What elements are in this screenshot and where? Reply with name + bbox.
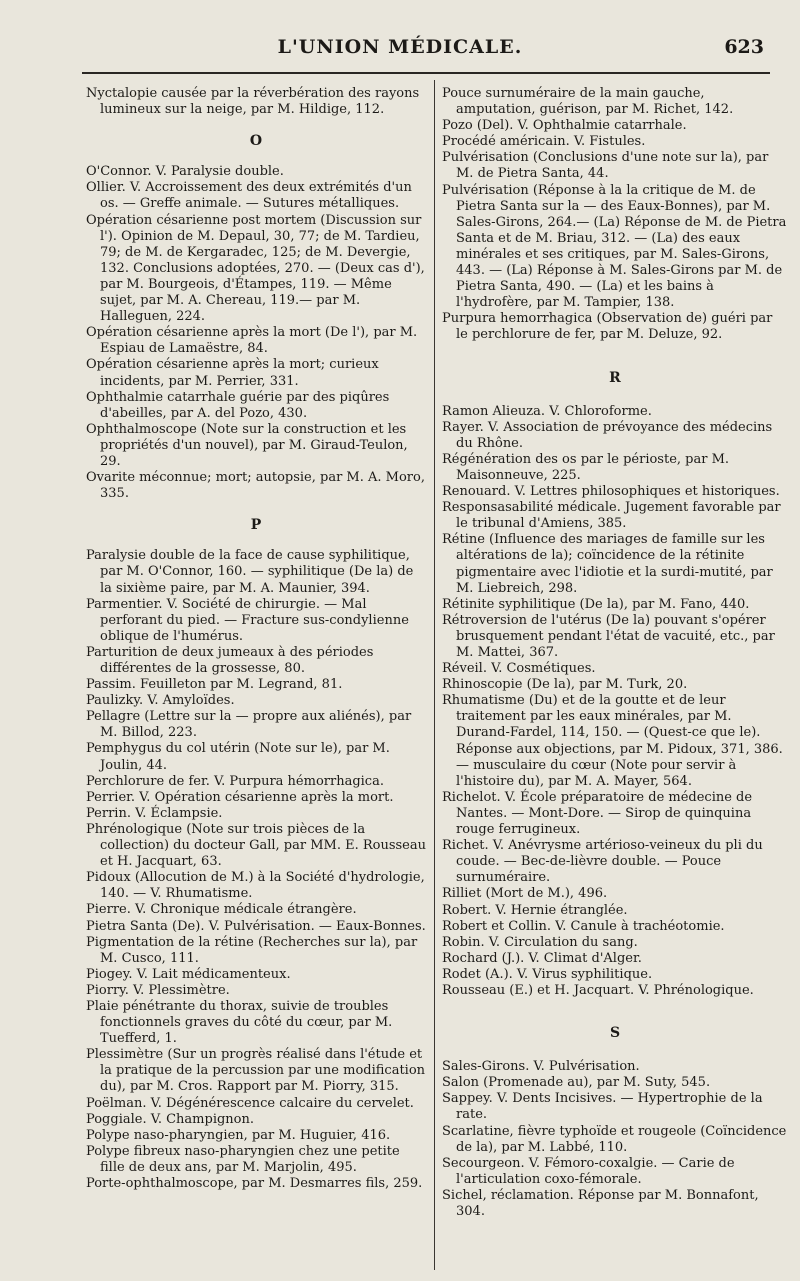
letter-heading-o: O — [249, 133, 263, 150]
index-entry: Scarlatine, fièvre typhoïde et rougeole (Coïncidence de la), par M. Labbé, 110. — [442, 1123, 787, 1155]
index-entry: Pulvérisation (Conclusions d'une note sur la), par M. de Pietra Santa, 44. — [442, 150, 769, 182]
index-entry: Rochard (J.). V. Climat d'Alger. — [442, 950, 642, 966]
index-entry: Passim. Feuilleton par M. Legrand, 81. — [86, 677, 343, 693]
index-entry: O'Connor. V. Paralysie double. — [86, 164, 284, 180]
index-entry: Parturition de deux jumeaux à des périodes différentes de la grossesse, 80. — [86, 644, 374, 676]
index-entry: Rétroversion de l'utérus (De la) pouvant s'opérer brusquement pendant l'état de vacuité, etc., par M. Mattei, 367. — [442, 612, 775, 660]
section-s — [442, 1059, 788, 1220]
section-n-continued — [86, 86, 426, 118]
index-entry: Opération césarienne après la mort (De l'), par M. Espiau de Lamaëstre, 84. — [86, 325, 418, 357]
index-entry: Sappey. V. Dents Incisives. — Hypertrophie de la rate. — [442, 1091, 763, 1123]
index-entry: Polype naso-pharyngien, par M. Huguier, 416. — [86, 1127, 391, 1143]
index-entry: Paralysie double de la face de cause syphilitique, par M. O'Connor, 160. — syphilitique (De la) de la sixième paire, par M. A. Maunier, 394. — [86, 548, 414, 596]
index-entry: Paulizky. V. Amyloïdes. — [86, 693, 235, 709]
index-entry: Polype fibreux naso-pharyngien chez une petite fille de deux ans, par M. Marjolin, 495. — [86, 1143, 400, 1175]
letter-heading-r: R — [609, 369, 621, 386]
index-entry: Sichel, réclamation. Réponse par M. Bonnafont, 304. — [442, 1187, 759, 1219]
index-entry: Piorry. V. Plessimètre. — [86, 982, 230, 998]
index-entry: Ophthalmoscope (Note sur la construction et les propriétés d'un nouvel), par M. Giraud-Teulon, 29. — [86, 421, 408, 469]
index-entry: Poggiale. V. Champignon. — [86, 1111, 254, 1127]
column-divider — [434, 80, 435, 1270]
index-entry: Ramon Alieuza. V. Chloroforme. — [442, 403, 652, 419]
index-entry: Phrénologique (Note sur trois pièces de la collection) du docteur Gall, par MM. E. Rousseau et H. Jacquart, 63. — [86, 821, 426, 870]
index-entry: Pietra Santa (De). V. Pulvérisation. — Eaux-Bonnes. — [86, 918, 426, 934]
section-o — [86, 164, 426, 502]
index-entry: Plessimètre (Sur un progrès réalisé dans l'étude et la pratique de la percussion par une modification du), par M. Cros. Rapport par M. Piorry, 315. — [86, 1047, 426, 1095]
index-entry: Sales-Girons. V. Pulvérisation. — [442, 1059, 640, 1075]
index-entry: Régénération des os par le périoste, par M. Maisonneuve, 225. — [442, 451, 730, 483]
index-entry: Richet. V. Anévrysme artérioso-veineux du pli du coude. — Bec-de-lièvre double. — Pouce surnuméraire. — [442, 838, 763, 886]
right-column — [442, 86, 788, 1220]
index-entry: Poëlman. V. Dégénérescence calcaire du cervelet. — [86, 1095, 414, 1111]
index-entry: Nyctalopie causée par la réverbération des rayons lumineux sur la neige, par M. Hildige, 112. — [86, 86, 420, 118]
index-entry: Rétine (Influence des mariages de famille sur les altérations de la); coïncidence de la rétinite pigmentaire avec l'idiotie et la surdi-mutité, par M. Liebreich, 298. — [442, 532, 773, 596]
index-entry: Robert et Collin. V. Canule à trachéotomie. — [442, 918, 725, 934]
index-entry: Robert. V. Hernie étranglée. — [442, 902, 628, 918]
index-entry: Ollier. V. Accroissement des deux extrémités d'un os. — Greffe animale. — Sutures métalliques. — [86, 180, 412, 212]
index-entry: Secourgeon. V. Fémoro-coxalgie. — Carie de l'articulation coxo-fémorale. — [442, 1155, 735, 1187]
index-entry: Pemphygus du col utérin (Note sur le), par M. Joulin, 44. — [86, 741, 390, 773]
index-entry: Rhumatisme (Du) et de la goutte et de leur traitement par les eaux minérales, par M. Durand-Fardel, 114, 150. — (Quest-ce que le). Réponse aux objections, par M. Pidoux, 371, 386. — musculaire du cœur (Note pour servir à l'histoire du), par M. A. Mayer, 564. — [442, 693, 783, 789]
index-entry: Perchlorure de fer. V. Purpura hémorrhagica. — [86, 773, 384, 789]
index-entry: Pidoux (Allocution de M.) à la Société d'hydrologie, 140. — V. Rhumatisme. — [86, 870, 425, 902]
index-entry: Réveil. V. Cosmétiques. — [442, 661, 596, 677]
index-entry: Rhinoscopie (De la), par M. Turk, 20. — [442, 677, 688, 693]
section-p — [86, 548, 426, 1192]
index-entry: Responsasabilité médicale. Jugement favorable par le tribunal d'Amiens, 385. — [442, 500, 781, 532]
index-entry: Parmentier. V. Société de chirurgie. — Mal perforant du pied. — Fracture sus-condylienne oblique de l'humérus. — [86, 596, 409, 644]
index-entry: Plaie pénétrante du thorax, suivie de troubles fonctionnels graves du côté du cœur, par M. Tuefferd, 1. — [86, 998, 393, 1047]
index-entry: Porte-ophthalmoscope, par M. Desmarres fils, 259. — [86, 1176, 423, 1191]
index-entry: Ovarite méconnue; mort; autopsie, par M. A. Moro, 335. — [86, 470, 425, 502]
index-entry: Renouard. V. Lettres philosophiques et historiques. — [442, 484, 780, 500]
index-entry: Procédé américain. V. Fistules. — [442, 134, 646, 150]
index-entry: Opération césarienne après la mort; curieux incidents, par M. Perrier, 331. — [86, 357, 379, 389]
index-entry: Purpura hemorrhagica (Observation de) guéri par le perchlorure de fer, par M. Deluze, 92. — [442, 311, 773, 343]
index-entry: Rodet (A.). V. Virus syphilitique. — [442, 966, 653, 982]
section-r — [442, 404, 788, 999]
index-entry: Rayer. V. Association de prévoyance des médecins du Rhône. — [442, 419, 773, 451]
index-entry: Rilliet (Mort de M.), 496. — [442, 886, 608, 902]
section-p-continued — [442, 86, 788, 344]
index-entry: Pulvérisation (Réponse à la la critique de M. de Pietra Santa sur la — des Eaux-Bonnes), par M. Sales-Girons, 264.— (La) Réponse de M. de Pietra Santa et de M. Briau, 312. — (La) des eaux minérales et ses critiques, par M. Sales-Girons, 443. — (La) Réponse à M. Sales-Girons par M. de Pietra Santa, 490. — (La) et les bains à l'hydrofère, par M. Tampier, 138. — [442, 182, 787, 311]
index-entry: Pozo (Del). V. Ophthalmie catarrhale. — [442, 118, 687, 134]
index-entry: Salon (Promenade au), par M. Suty, 545. — [442, 1075, 711, 1091]
index-entry: Opération césarienne post mortem (Discussion sur l'). Opinion de M. Depaul, 30, 77; de M. Tardieu, 79; de M. de Kergaradec, 125; de M. Devergie, 132. Conclusions adoptées, 270. — (Deux cas d'), par M. Bourgeois, d'Étampes, 119. — Même sujet, par M. A. Chereau, 119.— par M. Halleguen, 224. — [86, 212, 425, 325]
index-entry: Pierre. V. Chronique médicale étrangère. — [86, 902, 357, 918]
index-entry: Piogey. V. Lait médicamenteux. — [86, 966, 291, 982]
index-entry: Ophthalmie catarrhale guérie par des piqûres d'abeilles, par A. del Pozo, 430. — [86, 389, 390, 421]
index-entry: Rousseau (E.) et H. Jacquart. V. Phrénologique. — [442, 982, 754, 998]
index-entry: Pigmentation de la rétine (Recherches sur la), par M. Cusco, 111. — [86, 934, 418, 966]
index-entry: Richelot. V. École préparatoire de médecine de Nantes. — Mont-Dore. — Sirop de quinquina rouge ferrugineux. — [442, 789, 753, 838]
index-entry: Pellagre (Lettre sur la — propre aux aliénés), par M. Billod, 223. — [86, 709, 412, 741]
index-entry: Pouce surnuméraire de la main gauche, amputation, guérison, par M. Richet, 142. — [442, 86, 734, 118]
letter-heading-p: P — [250, 517, 262, 534]
page-number: 623 — [724, 36, 764, 58]
index-entry: Perrier. V. Opération césarienne après la mort. — [86, 789, 394, 805]
header-rule — [82, 72, 770, 74]
index-entry: Perrin. V. Éclampsie. — [86, 805, 223, 821]
left-column — [86, 86, 426, 1192]
running-title: L'UNION MÉDICALE. — [277, 36, 523, 58]
index-entry: Rétinite syphilitique (De la), par M. Fano, 440. — [442, 596, 750, 612]
letter-heading-s: S — [609, 1025, 621, 1042]
index-entry: Robin. V. Circulation du sang. — [442, 934, 638, 950]
page-header — [0, 36, 800, 66]
